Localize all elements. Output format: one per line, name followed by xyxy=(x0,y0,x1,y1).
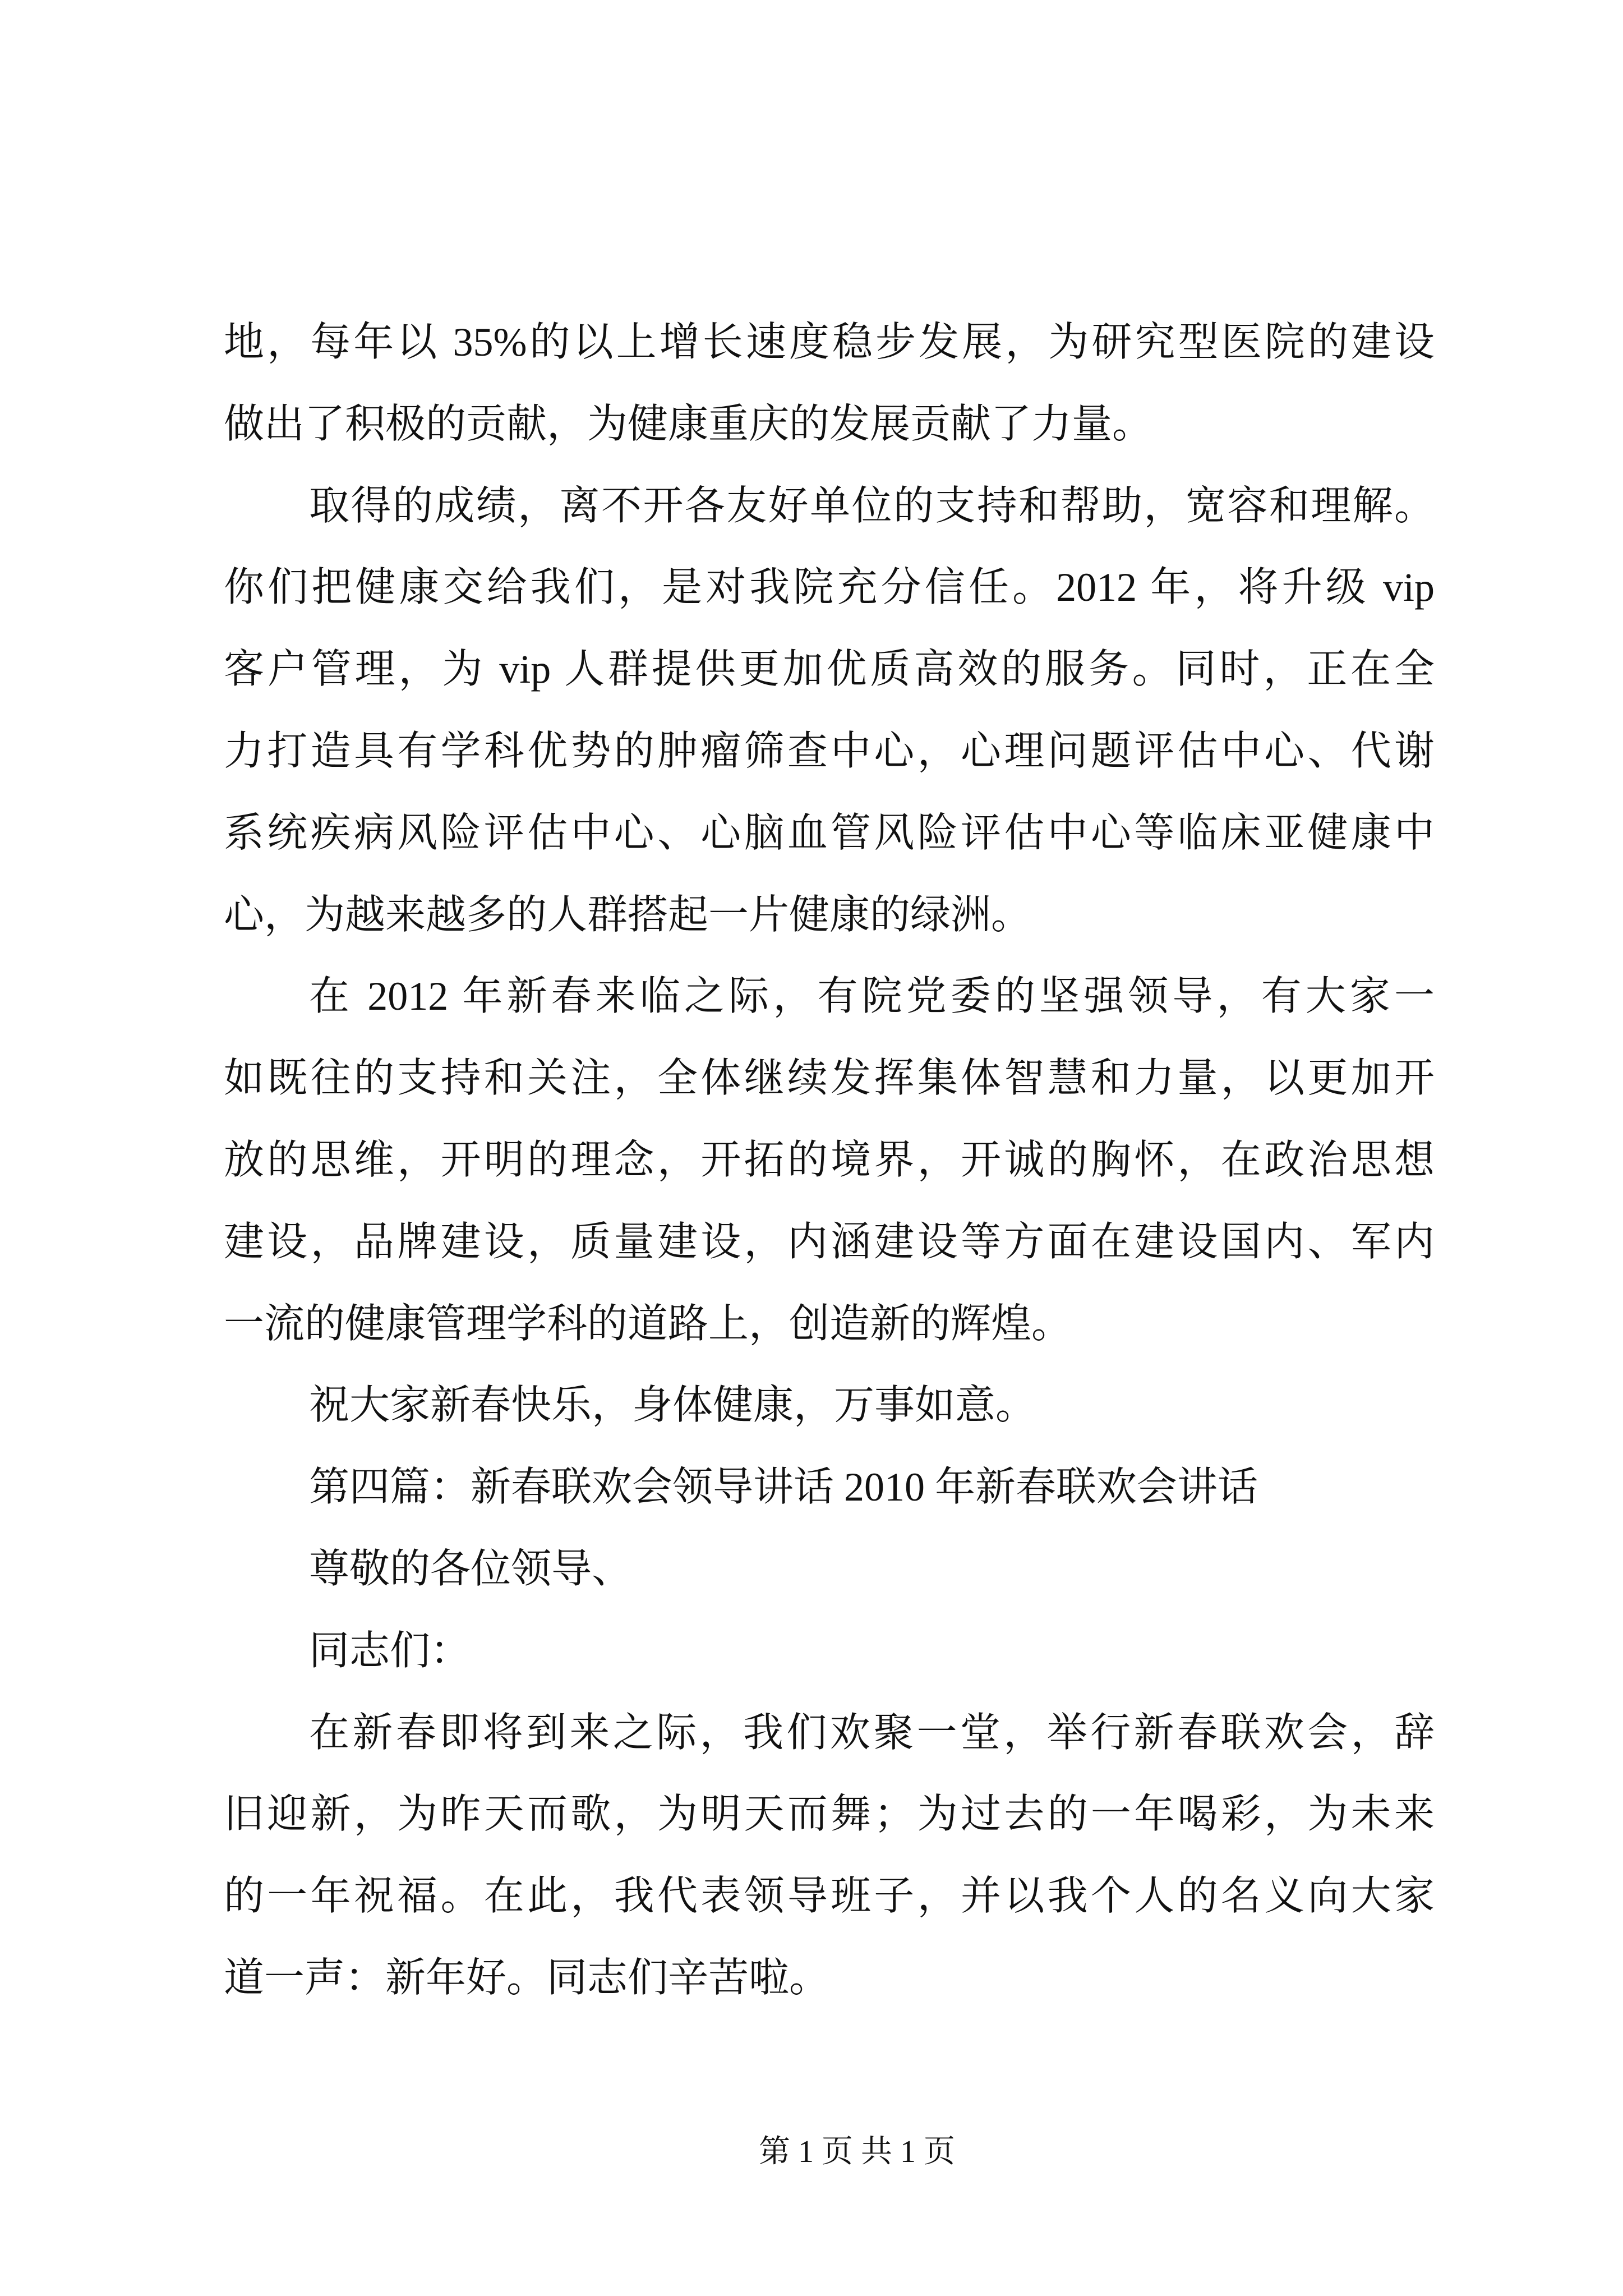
text-line: 建设，品牌建设，质量建设，内涵建设等方面在建设国内、军内 xyxy=(224,1219,1435,1264)
section-heading-text: 第四篇：新春联欢会领导讲话 2010 年新春联欢会讲话 xyxy=(309,1465,1258,1510)
text-line: 在新春即将到来之际，我们欢聚一堂，举行新春联欢会，辞 xyxy=(309,1710,1435,1755)
section-heading xyxy=(224,1447,1435,1529)
text-line: 道一声：新年好。同志们辛苦啦。 xyxy=(224,1955,830,2000)
text-line: 放的思维，开明的理念，开拓的境界，开诚的胸怀，在政治思想 xyxy=(224,1137,1435,1182)
closing-wishes xyxy=(224,1365,1435,1447)
text-line: 心，为越来越多的人群搭起一片健康的绿洲。 xyxy=(224,892,1032,937)
text-line: 做出了积极的贡献，为健康重庆的发展贡献了力量。 xyxy=(224,401,1153,447)
salutation-line: 尊敬的各位领导、 xyxy=(309,1546,633,1591)
text-line: 旧迎新，为昨天而歌，为明天而舞；为过去的一年喝彩，为未来 xyxy=(224,1792,1435,1837)
text-line: 客户管理，为 vip 人群提供更加优质高效的服务。同时，正在全 xyxy=(224,647,1435,692)
text-line: 如既往的支持和关注，全体继续发挥集体智慧和力量，以更加开 xyxy=(224,1056,1435,1101)
text-line: 在 2012 年新春来临之际，有院党委的坚强领导，有大家一 xyxy=(309,974,1435,1019)
text-line: 一流的健康管理学科的道路上，创造新的辉煌。 xyxy=(224,1301,1072,1346)
text-line: 祝大家新春快乐，身体健康，万事如意。 xyxy=(309,1383,1036,1428)
paragraph xyxy=(224,1692,1435,2019)
salutation xyxy=(224,1529,1435,1611)
paragraph xyxy=(224,302,1435,466)
page-number-footer: 第 1 页 共 1 页 xyxy=(759,2134,955,2169)
text-line: 系统疾病风险评估中心、心脑血管风险评估中心等临床亚健康中 xyxy=(224,810,1435,855)
text-line: 你们把健康交给我们，是对我院充分信任。2012 年，将升级 vip xyxy=(224,565,1435,610)
text-line: 的一年祝福。在此，我代表领导班子，并以我个人的名义向大家 xyxy=(224,1874,1435,1919)
text-line: 力打造具有学科优势的肿瘤筛查中心，心理问题评估中心、代谢 xyxy=(224,728,1435,774)
salutation-line: 同志们： xyxy=(309,1628,471,1673)
text-line: 取得的成绩，离不开各友好单位的支持和帮助，宽容和理解。 xyxy=(309,483,1435,528)
salutation xyxy=(224,1611,1435,1692)
paragraph xyxy=(224,466,1435,956)
text-line: 地，每年以 35%的以上增长速度稳步发展，为研究型医院的建设 xyxy=(224,320,1435,365)
document-body xyxy=(224,302,1435,2019)
paragraph xyxy=(224,956,1435,1365)
